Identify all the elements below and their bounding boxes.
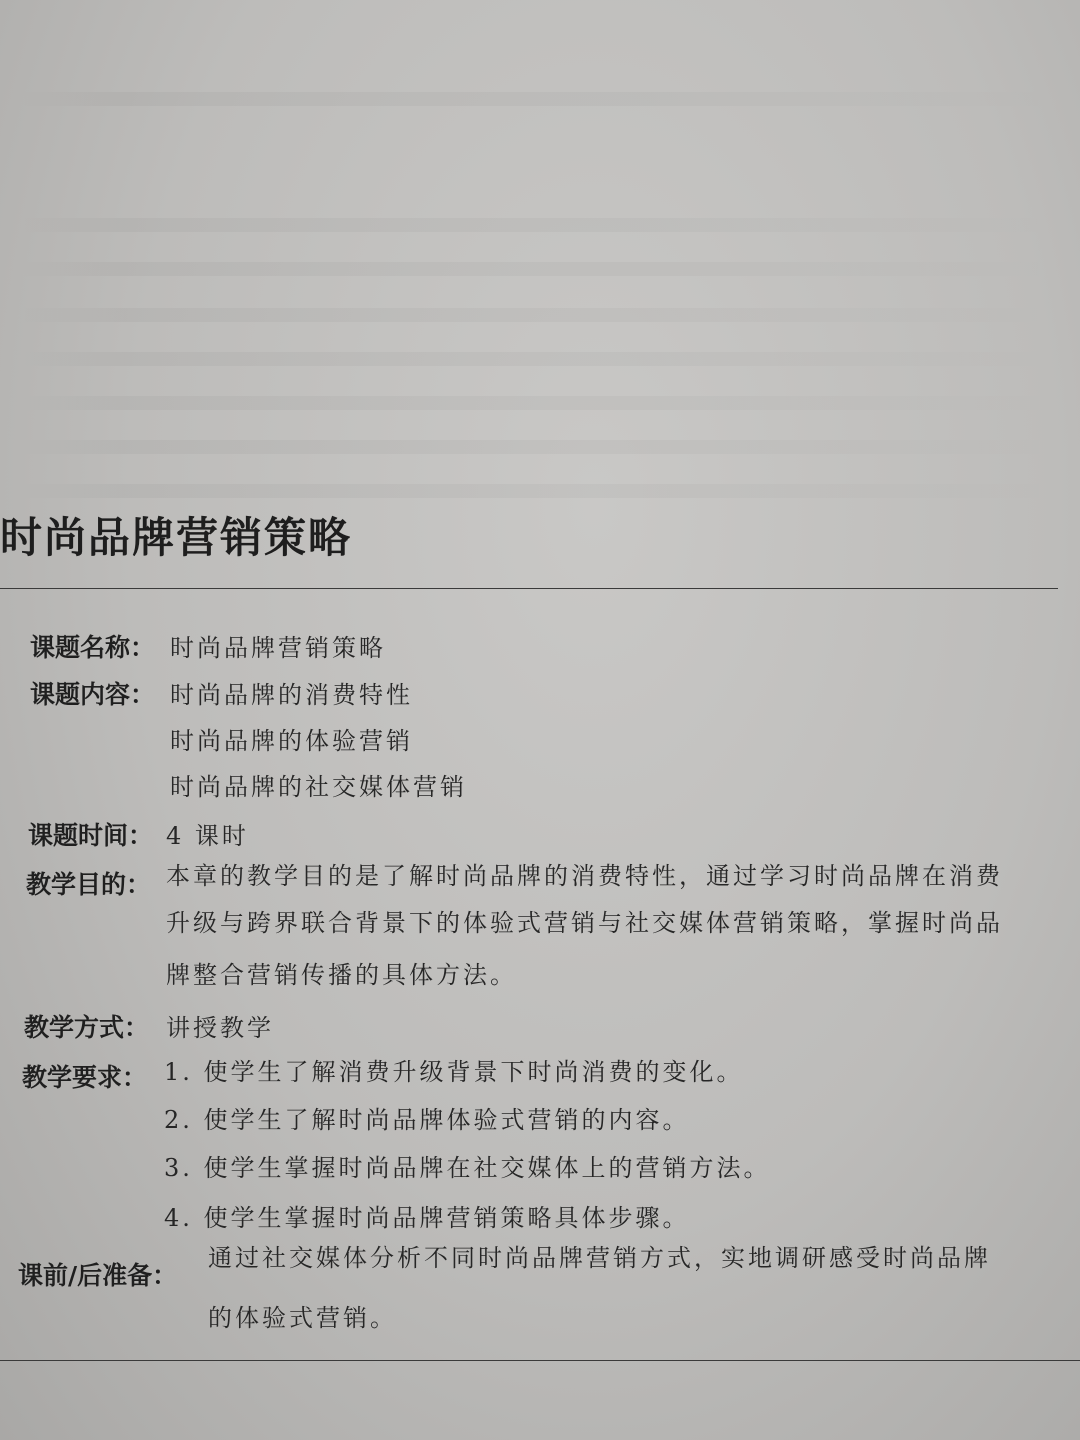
teaching-method-label: 教学方式： xyxy=(24,1013,150,1042)
teaching-purpose-line: 牌整合营销传播的具体方法。 xyxy=(166,961,517,989)
topic-content-item: 时尚品牌的社交媒体营销 xyxy=(170,773,467,801)
teaching-requirement-item: 3. 使学生掌握时尚品牌在社交媒体上的营销方法。 xyxy=(164,1154,771,1182)
bleed-through-text xyxy=(20,396,1060,410)
teaching-purpose-line: 升级与跨界联合背景下的体验式营销与社交媒体营销策略，掌握时尚品 xyxy=(166,909,1003,937)
teaching-requirement-item: 1. 使学生了解消费升级背景下时尚消费的变化。 xyxy=(164,1058,744,1086)
preparation-line: 的体验式营销。 xyxy=(208,1304,397,1332)
teaching-requirement-item: 2. 使学生了解时尚品牌体验式营销的内容。 xyxy=(164,1106,690,1134)
topic-time-label: 课题时间： xyxy=(28,821,154,850)
teaching-purpose-label: 教学目的： xyxy=(26,870,152,899)
teaching-method-value: 讲授教学 xyxy=(166,1014,274,1042)
bleed-through-text xyxy=(20,218,1060,232)
bleed-through-text xyxy=(20,440,1060,454)
topic-time-value: 4 课时 xyxy=(166,822,249,850)
chapter-title: 时尚品牌营销策略 xyxy=(0,513,353,562)
bleed-through-text xyxy=(20,308,1060,322)
header-divider xyxy=(0,588,1058,589)
bleed-through-text xyxy=(20,262,1060,276)
topic-name-value: 时尚品牌营销策略 xyxy=(170,634,386,662)
bleed-through-text xyxy=(20,484,1060,498)
preparation-label: 课前/后准备： xyxy=(18,1261,178,1290)
teaching-purpose-line: 本章的教学目的是了解时尚品牌的消费特性，通过学习时尚品牌在消费 xyxy=(166,862,1003,890)
teaching-requirement-item: 4. 使学生掌握时尚品牌营销策略具体步骤。 xyxy=(164,1204,690,1232)
topic-name-label: 课题名称： xyxy=(30,633,156,662)
teaching-requirements-label: 教学要求： xyxy=(22,1063,148,1092)
topic-content-label: 课题内容： xyxy=(30,680,156,709)
preparation-line: 通过社交媒体分析不同时尚品牌营销方式，实地调研感受时尚品牌 xyxy=(208,1244,991,1272)
topic-content-item: 时尚品牌的消费特性 xyxy=(170,681,413,709)
footer-divider xyxy=(0,1360,1080,1361)
bleed-through-text xyxy=(20,352,1060,366)
topic-content-item: 时尚品牌的体验营销 xyxy=(170,727,413,755)
bleed-through-text xyxy=(20,92,1060,106)
